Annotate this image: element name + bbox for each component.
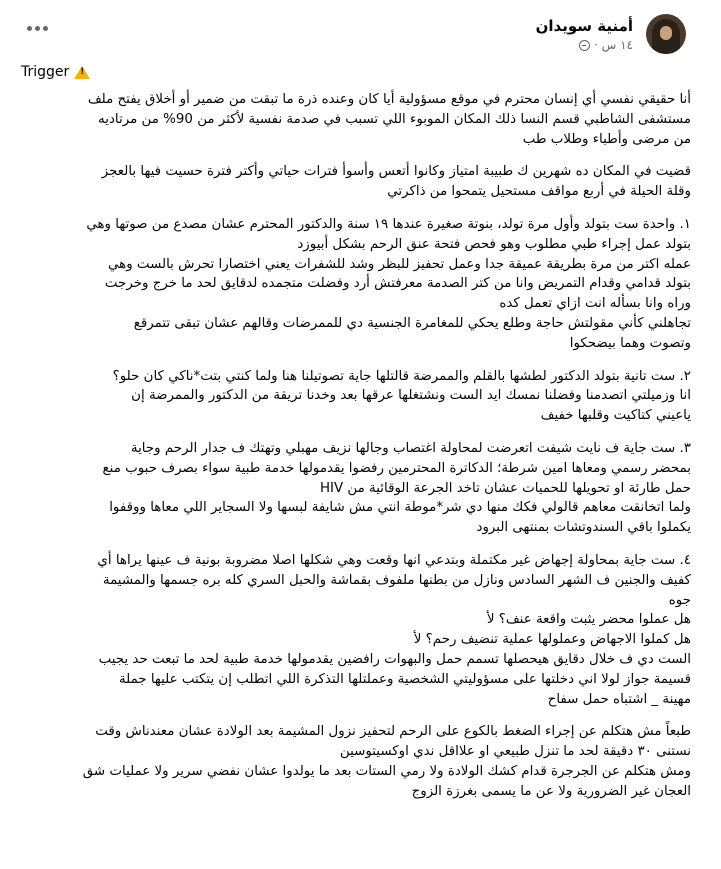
post-paragraph: أنا حقيقي نفسي أي إنسان محترم في موقع مسؤولية أيا كان وعنده ذرة ما تبقت من ضمير أو أخلاق يفتح ملف مستشفى الشاطبي قسم النسا ذلك المكان الموبوء اللي تسبب في صدمة نفسية لأكثر من 90% من مرتاديه من مرضى وأطباء وطلاب طب [87,92,691,147]
post-time[interactable]: ١٤ س · [594,38,633,52]
author-name[interactable]: أمنية سويدان [535,17,633,35]
globe-icon [579,40,590,51]
post-paragraph: ٣. ست جاية ف نايت شيفت اتعرضت لمحاولة اغتصاب وجالها نزيف مهبلي وتهتك ف جدار الرحم وجاية بمحضر رسمي ومعاها امين شرطة؛ الدكاترة المحترمين رفضوا يقدمولها خدمة طبية سواء بصرف حبوب منع حمل طارئة او تحويلها للحميات عشان تاخد الجرعة الوقائية من HIV ولما اتخانقت معاهم قالولي فكك منها دي شر*موطة انتي مش شايفة لبسها ولا السجاير اللي معاها ووقفوا يكملوا باقي السندوتشات بمنتهى البرود [102,440,691,536]
trigger-warning [21,64,90,80]
more-dot [35,26,40,31]
post-body [21,90,691,815]
post-header [0,10,721,60]
post-meta [579,38,633,52]
post-paragraph: ٤. ست جاية بمحاولة إجهاض غير مكتملة وبتدعي انها وقعت وهي شكلها اصلا مضروبة بونية ف عينها يراها أي كفيف والجنين ف الشهر السادس ونازل من بطنها ملفوف بقماشة والحبل السري كله بره جسمها والمشيمة جوه هل عملوا محضر يثبت واقعة عنف؟ لأ هل كملوا الاجهاض وعملولها عملية تنضيف رحم؟ لأ الست دي ف خلال دقايق هيحصلها تسمم حمل والبهوات رافضين يقدمولها خدمة طبية لحد ما تبعت حد يجيب قسيمة جواز لولا اني دخلتها على مسؤوليتي الشخصية وعملتلها التذكرة اللي اتطلب إن يتكتب عليها جملة مهينة _ اشتباه حمل سفاح [97,552,691,707]
more-options-icon[interactable] [27,26,48,31]
avatar-face [660,26,672,40]
warning-icon [74,66,90,79]
post-paragraph: طبعاً مش هتكلم عن إجراء الضغط بالكوع على الرحم لتحفيز نزول المشيمة بعد الولادة عشان معندناش وقت نستنى ٣٠ دقيقة لحد ما تنزل طبيعي او علااقل ندي اوكسيتوسين ومش هتكلم عن الجرجرة قدام كشك الولادة ولا رمي الستات بعد ما يولدوا عشان نفضي سرير ولا عمليات شق العجان غير الضرورية ولا عن ما يسمى بغرزة الزوج [82,724,691,799]
post-paragraph: قضيت في المكان ده شهرين ك طبيبة امتياز وكانوا أتعس وأسوأ فترات حياتي وأكتر فترة حسيت فيها بالعجز وقلة الحيلة في أربع مواقف مستحيل يتمحوا من ذاكرتي [101,164,691,200]
avatar[interactable] [646,14,686,54]
post-paragraph: ١. واحدة ست بتولد وأول مرة تولد، بنوتة صغيرة عندها ١٩ سنة والدكتور المحترم عشان مصدع من صوتها وهي بتولد عمل إجراء طبي مطلوب وهو فحص فتحة عنق الرحم بشكل أبيوزد عمله اكتر من مرة بطريقة عميقة جدا وعمل تحفيز للبظر وشد للشفرات يعني اختصارا تحرش بالست وهي بتولد قدامي وقدام التمريض وانا من كتر الصدمة معرفتش أرد وفضلت متجمده لدقايق لحد ما خرج وخرجت وراه وانا بسأله انت ازاي تعمل كده تجاهلني كأني مقولتش حاجة وطلع يحكي للمغامرة الجنسية دي للممرضات وقالهم عشان تبقى تتمرقع وتصوت وهما بيضحكوا [86,216,691,351]
trigger-label: Trigger [21,64,70,80]
post-paragraph: ٢. ست تانية بتولد الدكتور لطشها بالقلم والممرضة قالتلها جاية تصوتيلنا هنا ولما كنتي بتت*ناكي كان حلو؟ انا وزميلتي اتصدمنا وفضلنا نمسك ايد الست ونشتغلها عرقها بعد وخدنا تريقة من الدكتور والممرضة إن ياعيني كتاكيت وقلبها خفيف [112,368,691,424]
more-dot [27,26,32,31]
more-dot [43,26,48,31]
